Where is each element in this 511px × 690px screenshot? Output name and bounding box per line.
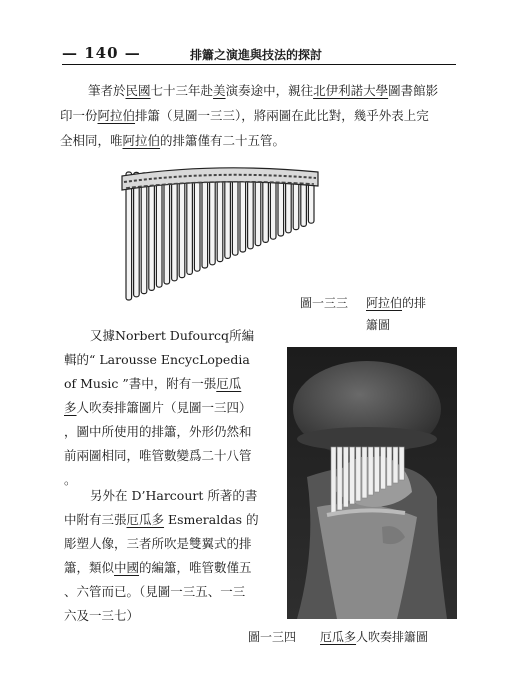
panflute-illustration bbox=[114, 158, 324, 303]
figure-title-line2: 簫圖 bbox=[366, 318, 391, 332]
page-number: — 140 — bbox=[62, 44, 141, 62]
left-column-paragraph-1 bbox=[64, 324, 278, 492]
running-title: 排簫之演進與技法的探討 bbox=[190, 48, 323, 62]
left-column-paragraph-2 bbox=[64, 484, 278, 628]
paragraph-line: 。 bbox=[64, 472, 77, 487]
paragraph-line: 簫，類似中國的編簫，唯管數僅五 bbox=[64, 560, 252, 575]
paragraph-line: of Music ”書中，附有一張厄瓜 bbox=[64, 376, 242, 391]
figure-label: 圖一三三 bbox=[300, 296, 349, 310]
paragraph-line: 彫塑人像，三者所吹是雙翼式的排 bbox=[64, 536, 252, 551]
header-rule bbox=[62, 64, 456, 65]
figure-label: 圖一三四 bbox=[248, 630, 297, 644]
paragraph-line: 六及一三七） bbox=[64, 608, 140, 623]
paragraph-line: 印一份阿拉伯排簫（見圖一三三），將兩圖在此比對，幾乎外表上完 bbox=[60, 108, 429, 123]
intro-paragraph bbox=[60, 78, 456, 153]
paragraph-line: 多人吹奏排簫圖片（見圖一三四） bbox=[64, 400, 252, 415]
paragraph-line: 筆者於民國七十三年赴美演奏途中，親往北伊利諾大學圖書館影 bbox=[88, 83, 439, 98]
page-header bbox=[62, 44, 452, 66]
paragraph-line: 輯的“ Larousse EncycLopedia bbox=[64, 352, 250, 367]
paragraph-line: 、六管而已。（見圖一三五、一三 bbox=[64, 584, 246, 599]
paragraph-line: 中附有三張厄瓜多 Esmeraldas 的 bbox=[64, 512, 259, 527]
paragraph-line: 全相同，唯阿拉伯的排簫僅有二十五管。 bbox=[60, 133, 286, 148]
figure-134-caption bbox=[248, 628, 428, 645]
paragraph-line: ，圖中所使用的排簫，外形仍然和 bbox=[64, 424, 252, 439]
figure-title: 阿拉伯的排 bbox=[366, 296, 427, 310]
paragraph-line: 又據Norbert Dufourcq所編 bbox=[90, 328, 255, 343]
paragraph-line: 另外在 D’Harcourt 所著的書 bbox=[90, 488, 258, 503]
paragraph-line: 前兩圖相同，唯管數變爲二十八管 bbox=[64, 448, 252, 463]
figure-title: 厄瓜多人吹奏排簫圖 bbox=[320, 630, 429, 644]
panflute-player-photo bbox=[287, 347, 457, 619]
